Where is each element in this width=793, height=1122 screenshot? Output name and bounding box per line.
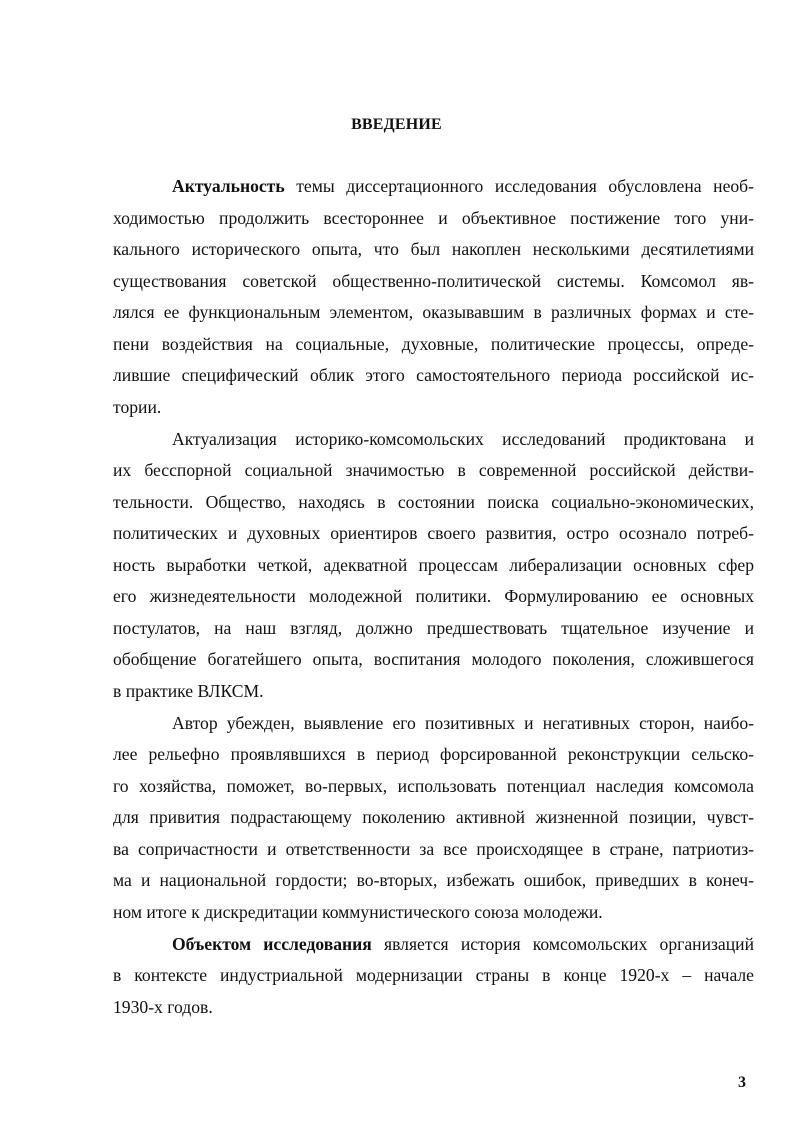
paragraph-3-line-3: го хозяйства, поможет, во-первых, использовать потенциал наследия комсомола xyxy=(113,776,754,796)
paragraph-1-line-3: кального исторического опыта, что был накоплен несколькими десятилетиями xyxy=(113,239,754,259)
paragraph-3-line-4: для привития подрастающему поколению активной жизненной позиции, чувст- xyxy=(113,807,754,827)
paragraph-3-line-6: ма и национальной гордости; во-вторых, избежать ошибок, приведших в конеч- xyxy=(113,870,754,890)
page-title: ВВЕДЕНИЕ xyxy=(351,116,442,133)
paragraph-1-line-1 xyxy=(172,175,754,197)
paragraph-3-line-5: ва сопричастности и ответственности за все происходящее в стране, патриотиз- xyxy=(113,839,754,859)
paragraph-2-line-4: политических и духовных ориентиров своего развития, остро осознало потреб- xyxy=(113,523,754,543)
paragraph-4-line-3: 1930-х годов. xyxy=(113,997,213,1017)
paragraph-1-line-6: пени воздействия на социальные, духовные, политические процессы, опреде- xyxy=(113,334,754,354)
paragraph-4-line-2: в контексте индустриальной модернизации страны в конце 1920-х – начале xyxy=(113,965,754,985)
paragraph-2-line-9: в практике ВЛКСМ. xyxy=(113,681,264,701)
page-number: 3 xyxy=(738,1074,746,1091)
paragraph-2-line-6: его жизнедеятельности молодежной политики. Формулированию ее основных xyxy=(113,586,754,606)
paragraph-3-line-2: лее рельефно проявлявшихся в период форсированной реконструкции сельско- xyxy=(113,744,754,764)
paragraph-3-line-7: ном итоге к дискредитации коммунистического союза молодежи. xyxy=(113,902,603,922)
paragraph-1-line-4: существования советской общественно-политической системы. Комсомол яв- xyxy=(113,271,754,291)
paragraph-1-line-8: тории. xyxy=(113,397,162,417)
paragraph-2-line-2: их бесспорной социальной значимостью в современной российской действи- xyxy=(113,460,754,480)
paragraph-2-line-7: постулатов, на наш взгляд, должно предшествовать тщательное изучение и xyxy=(113,618,754,638)
bold-term-relevance: Актуальность xyxy=(172,176,285,196)
paragraph-1-line-2: ходимостью продолжить всестороннее и объективное постижение того уни- xyxy=(113,208,754,228)
paragraph-1-line-5: лялся ее функциональным элементом, оказывавшим в различных формах и сте- xyxy=(113,302,754,322)
paragraph-4-line-1-text: является история комсомольских организаций xyxy=(371,934,754,954)
paragraph-2-line-5: ность выработки четкой, адекватной процессам либерализации основных сфер xyxy=(113,555,754,575)
paragraph-2-line-1: Актуализация историко-комсомольских исследований продиктована и xyxy=(172,429,754,449)
paragraph-3-line-1: Автор убежден, выявление его позитивных и негативных сторон, наибо- xyxy=(172,713,754,733)
paragraph-2-line-8: обобщение богатейшего опыта, воспитания молодого поколения, сложившегося xyxy=(113,649,754,669)
paragraph-1-line-1-text: темы диссертационного исследования обусловлена необ- xyxy=(284,176,754,196)
paragraph-1-line-7: лившие специфический облик этого самостоятельного периода российской ис- xyxy=(113,365,754,385)
bold-term-research-object: Объектом исследования xyxy=(172,934,372,954)
paragraph-2-line-3: тельности. Общество, находясь в состоянии поиска социально-экономических, xyxy=(113,492,754,512)
paragraph-4-line-1 xyxy=(172,933,754,955)
